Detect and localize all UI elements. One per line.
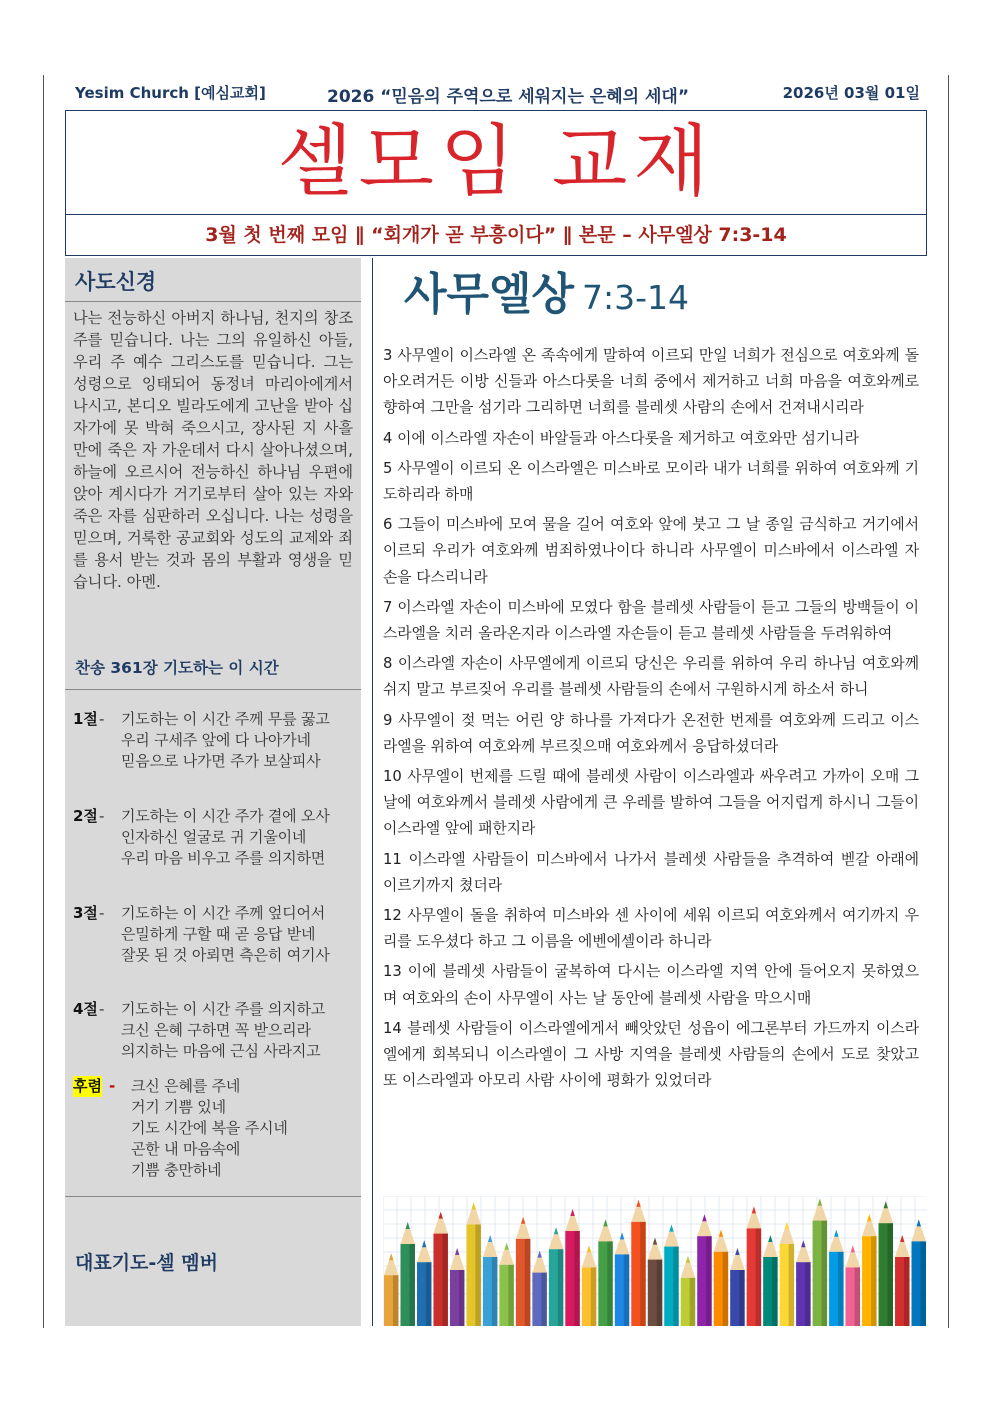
pencil-icon [747, 1206, 761, 1326]
verse-number: 3절 [73, 904, 98, 922]
colored-pencils-image [383, 1196, 927, 1326]
passage-title [404, 258, 689, 322]
chorus-dash: - [109, 1077, 116, 1095]
verse-lyrics: 기도하는 이 시간 주를 의지하고 크신 은혜 구하면 꼭 받으리라 의지하는 마음에 근심 사라지고 [121, 1000, 326, 1060]
prayer-heading: 대표기도-셀 멤버 [75, 1252, 218, 1274]
year-theme: 2026 “믿음의 주역으로 세워지는 은혜의 세대” [327, 87, 690, 107]
scripture-verse: 12 사무엘이 돌을 취하여 미스바와 센 사이에 세워 이르되 여호와께서 여기까지 우리를 도우셨다 하고 그 이름을 에벤에셀이라 하니라 [383, 907, 919, 951]
pencil-icon [532, 1251, 546, 1326]
pencil-icon [780, 1222, 794, 1326]
passage-book: 사무엘상 [404, 269, 575, 320]
pencil-icon [631, 1200, 645, 1326]
pencil-icon [565, 1209, 579, 1326]
scripture-verse: 13 이에 블레셋 사람들이 굴복하여 다시는 이스라엘 지역 안에 들어오지 못하였으며 여호와의 손이 사무엘이 사는 날 동안에 블레셋 사람을 막으시매 [383, 963, 919, 1007]
column-divider [372, 258, 373, 1326]
pencil-icon [697, 1214, 711, 1326]
passage-reference: 7:3-14 [582, 278, 690, 317]
scripture-verse: 7 이스라엘 자손이 미스바에 모였다 함을 블레셋 사람들이 듣고 그들의 방백들이 이스라엘을 치러 올라온지라 이스라엘 자손들이 듣고 블레셋 사람들을 두려워하여 [383, 598, 919, 643]
scripture-text [383, 343, 919, 1098]
meeting-subtitle: 3월 첫 번째 모임 ∥ “회개가 곧 부흥이다” ∥ 본문 – 사무엘상 7:3-14 [205, 224, 787, 246]
pencil-icon [813, 1199, 827, 1326]
pencil-icon [400, 1222, 414, 1326]
verse-number: 4절 [73, 1000, 98, 1018]
pencil-icon [417, 1240, 431, 1326]
scripture-verse: 5 사무엘이 이르되 온 이스라엘은 미스바로 모이라 내가 너희를 위하여 여호와께 기도하리라 하매 [383, 459, 919, 504]
pencil-icon [499, 1243, 513, 1326]
pencil-icon [466, 1203, 480, 1327]
scripture-verse: 9 사무엘이 젖 먹는 어린 양 하나를 가져다가 온전한 번제를 여호와께 드리고 이스라엘을 위하여 여호와께 부르짖으매 여호와께서 응답하셨더라 [383, 711, 919, 755]
scripture-verse: 8 이스라엘 자손이 사무엘에게 이르되 당신은 우리를 위하여 우리 하나님 여호와께 쉬지 말고 부르짖어 우리를 블레셋 사람들의 손에서 구원하시게 하소서 하니 [383, 655, 919, 699]
pencil-icon [433, 1212, 447, 1326]
pencil-icon [862, 1214, 876, 1326]
title-box [65, 110, 927, 256]
pencil-icon [912, 1219, 926, 1326]
pencil-icon [796, 1240, 810, 1326]
page-title: 셀모임 교재 [66, 111, 926, 215]
pencil-icon [516, 1217, 530, 1326]
pencil-icon [895, 1235, 909, 1326]
scripture-verse: 3 사무엘이 이스라엘 온 족속에게 말하여 이르되 만일 너희가 전심으로 여호와께 돌아오려거든 이방 신들과 아스다롯을 너희 중에서 제거하고 너희 마음을 여호와께로 향하여 그만을 섬기라 그리하면 너희를 블레셋 사람의 손에서 건져내시리라 [383, 347, 919, 417]
header-row [75, 82, 920, 106]
hymn-divider [65, 689, 361, 690]
issue-date: 2026년 03월 01일 [782, 84, 920, 102]
prayer-divider [65, 1196, 361, 1197]
pencil-icon [879, 1201, 893, 1326]
pencil-icon [730, 1248, 744, 1326]
pencil-icon [648, 1238, 662, 1326]
scripture-verse: 4 이에 이스라엘 자손이 바알들과 아스다롯을 제거하고 여호와만 섬기니라 [383, 429, 859, 447]
pencil-icon [582, 1245, 596, 1326]
verse-dash: - [99, 710, 105, 728]
verse-lyrics: 기도하는 이 시간 주께 무릎 꿇고 우리 구세주 앞에 다 나아가네 믿음으로 나가면 주가 보살피사 [121, 710, 330, 770]
scripture-verse: 11 이스라엘 사람들이 미스바에서 나가서 블레셋 사람들을 추격하여 벧갈 아래에 이르기까지 쳤더라 [383, 850, 919, 894]
church-name: Yesim Church [예심교회] [75, 84, 266, 102]
verse-number: 2절 [73, 807, 98, 825]
verse-lyrics: 기도하는 이 시간 주가 곁에 오사 인자하신 얼굴로 귀 기울이네 우리 마음 비우고 주를 의지하면 [121, 807, 330, 867]
verse-dash: - [99, 904, 105, 922]
verse-dash: - [99, 807, 105, 825]
scripture-verse: 10 사무엘이 번제를 드릴 때에 블레셋 사람이 이스라엘과 싸우려고 가까이 오매 그 날에 여호와께서 블레셋 사람에게 큰 우레를 발하여 그들을 어지럽게 하시니 그들이 이스라엘 앞에 패한지라 [383, 768, 919, 838]
pencil-icon [598, 1219, 612, 1326]
verse-lyrics: 기도하는 이 시간 주께 엎디어서 은밀하게 구할 때 곧 응답 받네 잘못 된 것 아뢰면 측은히 여기사 [121, 904, 330, 964]
verse-number: 1절 [73, 710, 98, 728]
scripture-verse: 14 블레셋 사람들이 이스라엘에게서 빼앗았던 성읍이 에그론부터 가드까지 이스라엘에게 회복되니 이스라엘이 그 사방 지역을 블레셋 사람들의 손에서 도로 찾았고 또 이스라엘과 아모리 사람 사이에 평화가 있었더라 [383, 1019, 919, 1090]
left-sidebar [65, 258, 361, 1326]
creed-text: 나는 전능하신 아버지 하나님, 천지의 창조주를 믿습니다. 나는 그의 유일하신 아들, 우리 주 예수 그리스도를 믿습니다. 그는 성령으로 잉태되어 동정녀 마리아에게서 나시고, 본디오 빌라도에게 고난을 받아 십자가에 못 박혀 죽으시고, 장사된 지 사흘 만에 죽은 자 가운데서 다시 살아나셨으며, 하늘에 오르시어 전능하신 하나님 우편에 앉아 계시다가 거기로부터 살아 있는 자와 죽은 자를 심판하러 오십니다. 나는 성령을 믿으며, 거룩한 공교회와 성도의 교제와 죄를 용서 받는 것과 몸의 부활과 영생을 믿습니다. 아멘. [73, 309, 353, 591]
hymn-heading: 찬송 361장 기도하는 이 시간 [75, 659, 279, 677]
pencil-icon [714, 1230, 728, 1326]
creed-heading: 사도신경 [75, 270, 157, 294]
creed-divider [65, 301, 361, 302]
pencil-icon [846, 1245, 860, 1326]
pencil-icon [450, 1248, 464, 1326]
scripture-verse: 6 그들이 미스바에 모여 물을 길어 여호와 앞에 붓고 그 날 종일 금식하고 거기에서 이르되 우리가 여호와께 범죄하였나이다 하니라 사무엘이 미스바에서 이스라엘 자손을 다스리니라 [383, 516, 919, 586]
pencil-icon [615, 1232, 629, 1326]
page-left-border [43, 75, 44, 1328]
verse-dash: - [99, 1000, 105, 1018]
page-right-border [948, 75, 949, 1328]
chorus-lyrics: 크신 은혜를 주네 거기 기쁨 있네 기도 시간에 복을 주시네 곤한 내 마음속에 기쁨 충만하네 [131, 1077, 288, 1179]
pencil-icon [384, 1253, 398, 1326]
chorus-label: 후렴 [73, 1077, 102, 1095]
